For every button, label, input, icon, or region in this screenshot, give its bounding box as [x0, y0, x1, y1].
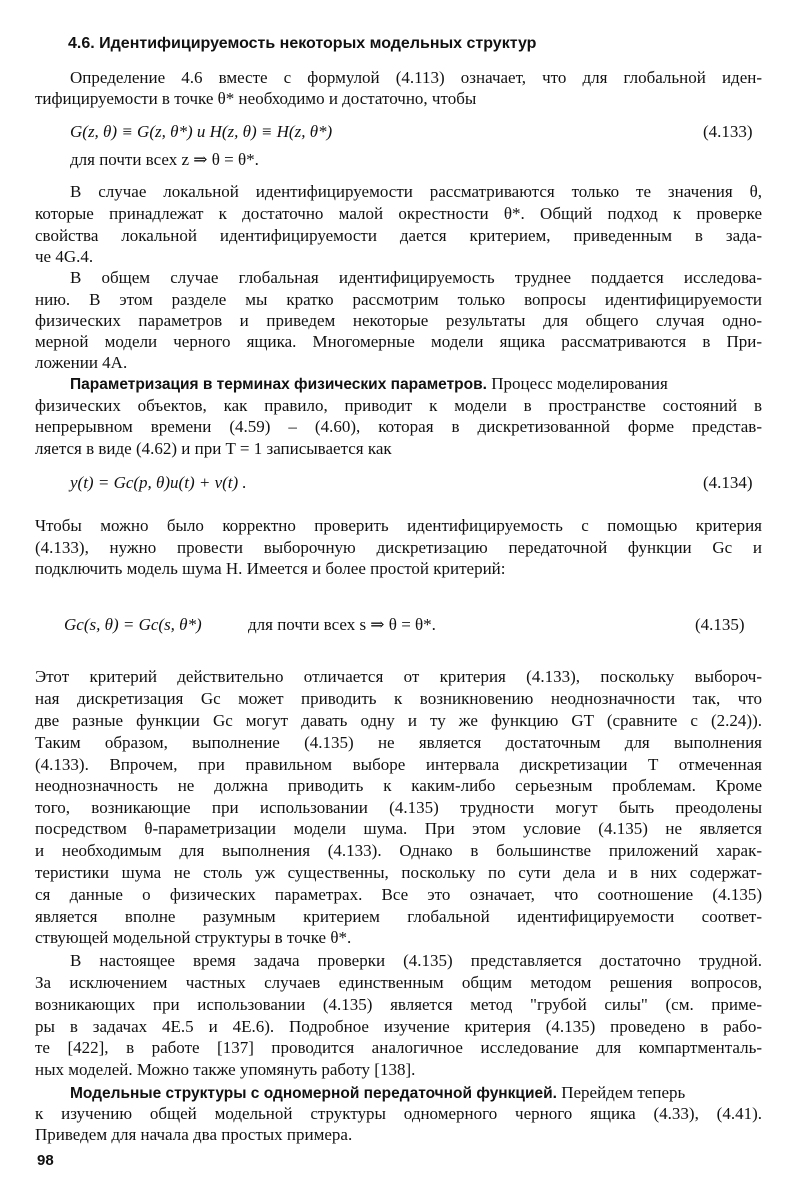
p8-first-rest: Перейдем теперь	[556, 1083, 686, 1102]
p7-line-2: За исключением частных случаев единственным общим методом решения вопросов,	[35, 973, 762, 992]
p6-line-6: неоднозначность не должна приводить к каким-либо серьезным проблемам. Кроме	[35, 776, 762, 795]
p2-line-1: В случае локальной идентифицируемости рассматриваются только те значения θ,	[70, 182, 762, 201]
equation-4-135: Gc(s, θ) = Gc(s, θ*)	[64, 615, 202, 634]
p4-bold-lead: Параметризация в терминах физических параметров.	[70, 376, 487, 393]
p4-line-1	[70, 373, 668, 396]
p4-line-3: непрерывном времени (4.59) – (4.60), которая в дискретизованной форме представ-	[35, 417, 762, 436]
p8-line-2: к изучению общей модельной структуры одномерного черного ящика (4.33), (4.41).	[35, 1104, 762, 1123]
p5-line-2: (4.133), нужно провести выборочную дискретизацию передаточной функции Gc и	[35, 538, 762, 557]
p6-line-3: две разные функции Gc могут давать одну и ту же функцию GT (сравните с (2.24)).	[35, 711, 762, 730]
equation-4-134: y(t) = Gc(p, θ)u(t) + v(t) .	[70, 473, 247, 492]
p3-line-5: ложении 4А.	[35, 353, 128, 372]
p5-line-1: Чтобы можно было корректно проверить идентифицируемость с помощью критерия	[35, 516, 762, 535]
p7-line-6: ных моделей. Можно также упомянуть работу [138].	[35, 1060, 416, 1079]
p6-line-12: является вполне разумным критерием глобальной идентифицируемости соответ-	[35, 907, 762, 926]
p6-line-5: (4.133). Впрочем, при правильном выборе интервала дискретизации T отмеченная	[35, 755, 762, 774]
p7-line-4: ры в задачах 4Е.5 и 4Е.6). Подробное изучение критерия (4.135) проведено в рабо-	[35, 1017, 762, 1036]
page-number: 98	[37, 1152, 54, 1169]
p4-line-2: физических объектов, как правило, приводит к модели в пространстве состояний в	[35, 396, 762, 415]
p2-line-3: свойства локальной идентифицируемости дается критерием, приведенным в зада-	[35, 226, 762, 245]
p6-line-10: теристики шума не столь уж существенны, поскольку по сути дела и в них содержат-	[35, 863, 762, 882]
p8-line-3: Приведем для начала два простых примера.	[35, 1125, 353, 1144]
p3-line-1: В общем случае глобальная идентифицируемость труднее поддается исследова-	[70, 268, 762, 287]
p3-line-2: нию. В этом разделе мы кратко рассмотрим только вопросы идентифицируемости	[35, 290, 762, 309]
p6-line-8: посредством θ-параметризации модели шума. При этом условие (4.135) не является	[35, 819, 762, 838]
equation-number-4-135: (4.135)	[695, 615, 745, 634]
p7-line-1: В настоящее время задача проверки (4.135) представляется достаточно трудной.	[70, 951, 762, 970]
p6-line-7: того, возникающие при использовании (4.135) трудности могут быть преодолены	[35, 798, 762, 817]
p6-line-11: ся данные о физических параметрах. Все это означает, что соотношение (4.135)	[35, 885, 762, 904]
p2-line-4: че 4G.4.	[35, 247, 94, 266]
p6-line-4: Таким образом, выполнение (4.135) не является достаточным для выполнения	[35, 733, 762, 752]
p6-line-2: ная дискретизация Gc может приводить к возникновению неоднозначности так, что	[35, 689, 762, 708]
p8-line-1	[70, 1082, 685, 1105]
p5-line-3: подключить модель шума H. Имеется и более простой критерий:	[35, 559, 506, 578]
p7-line-3: возникающих при использовании (4.135) является метод "грубой силы" (см. приме-	[35, 995, 762, 1014]
p7-line-5: те [422], в работе [137] проводится аналогичное исследование для компартменталь-	[35, 1038, 762, 1057]
p1-line-1: Определение 4.6 вместе с формулой (4.113) означает, что для глобальной иден-	[70, 68, 762, 87]
equation-4-133: G(z, θ) ≡ G(z, θ*) и H(z, θ) ≡ H(z, θ*)	[70, 122, 333, 141]
p2-line-2: которые принадлежат к достаточно малой окрестности θ*. Общий подход к проверке	[35, 204, 762, 223]
p4-line-4: ляется в виде (4.62) и при T = 1 записывается как	[35, 439, 392, 458]
equation-4-133-condition: для почти всех z ⇒ θ = θ*.	[70, 150, 259, 169]
p4-first-rest: Процесс моделирования	[486, 374, 668, 393]
p8-bold-lead: Модельные структуры с одномерной передаточной функцией.	[70, 1085, 557, 1102]
equation-number-4-133: (4.133)	[703, 122, 753, 141]
p3-line-3: физических параметров и приведем некоторые результаты для общего случая одно-	[35, 311, 762, 330]
p3-line-4: мерной модели черного ящика. Многомерные модели ящика рассматриваются в При-	[35, 332, 762, 351]
p6-line-1: Этот критерий действительно отличается от критерия (4.133), поскольку выбороч-	[35, 667, 762, 686]
equation-number-4-134: (4.134)	[703, 473, 753, 492]
p6-line-9: и необходимым для выполнения (4.133). Однако в большинстве приложений харак-	[35, 841, 762, 860]
section-title: 4.6. Идентифицируемость некоторых модельных структур	[68, 35, 537, 52]
p1-line-2: тифицируемости в точке θ* необходимо и достаточно, чтобы	[35, 89, 477, 108]
p6-line-13: ствующей модельной структуры в точке θ*.	[35, 928, 352, 947]
equation-4-135-condition: для почти всех s ⇒ θ = θ*.	[248, 615, 436, 634]
